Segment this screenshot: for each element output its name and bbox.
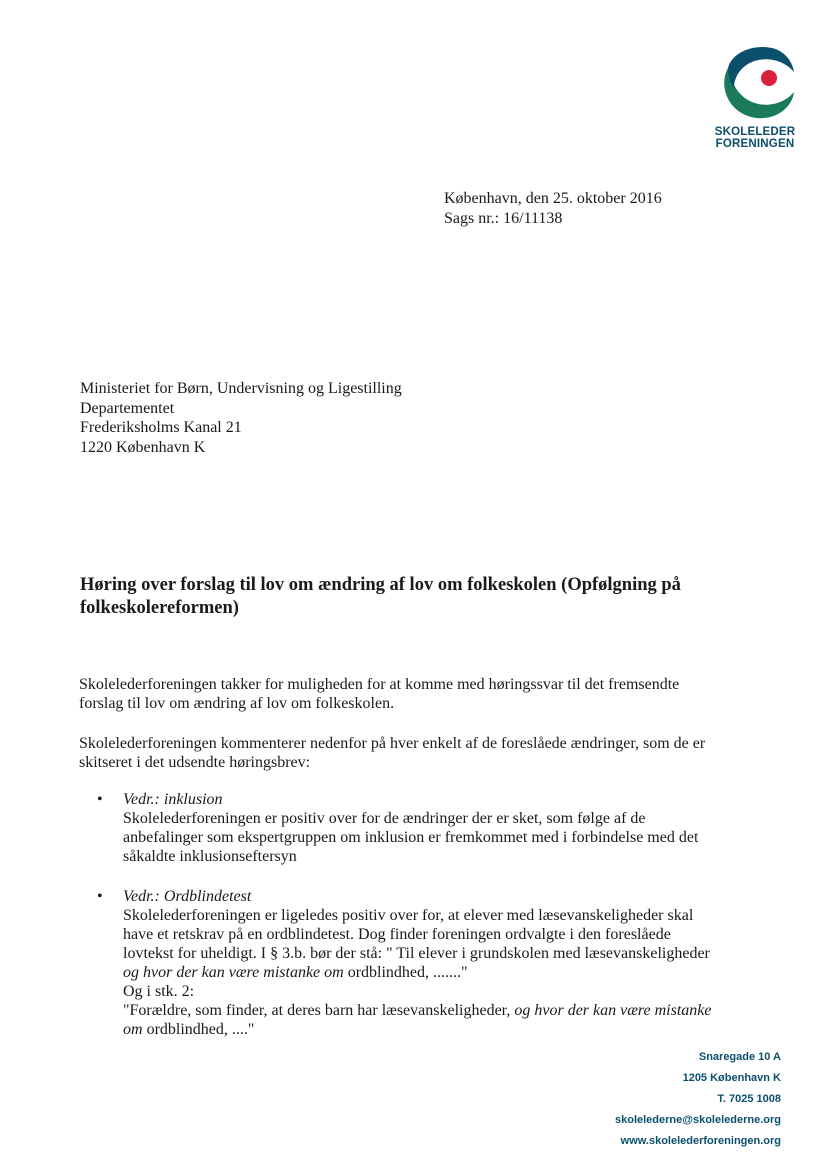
date-block	[444, 189, 662, 229]
plain-text: "Forældre, som finder, at deres barn har læsevanskeligheder,	[123, 1002, 515, 1019]
bullet-line	[123, 1001, 757, 1020]
bullet-heading: Vedr.: Ordblindetest	[123, 888, 252, 905]
footer-phone: T. 7025 1008	[717, 1093, 781, 1105]
bullet-marker: •	[97, 791, 103, 808]
paragraph-intro	[79, 676, 739, 713]
bullet-item-dyslexia-test	[97, 887, 757, 1039]
case-number: Sags nr.: 16/11138	[444, 210, 563, 227]
plain-text: ordblindhed, ......."	[343, 964, 468, 981]
italic-text: og hvor der kan være mistanke	[514, 1002, 712, 1019]
logo-text-line1: SKOLELEDER	[714, 126, 796, 138]
letter-title	[80, 574, 730, 620]
letter-date: København, den 25. oktober 2016	[444, 190, 662, 207]
bullet-line: såkaldte inklusionseftersyn	[123, 848, 297, 865]
recipient-line: Ministeriet for Børn, Undervisning og Ligestilling	[80, 380, 402, 397]
organization-logo	[706, 42, 804, 150]
italic-text: om	[123, 1021, 143, 1038]
paragraph-line: Skolelederforeningen takker for muligheden for at komme med høringssvar til det fremsendte	[79, 676, 680, 693]
bullet-line	[123, 1020, 757, 1039]
logo-mark-icon	[714, 42, 796, 122]
paragraph-line: skitseret i det udsendte høringsbrev:	[79, 753, 311, 771]
bullet-line: anbefalinger som ekspertgruppen om inklusion er fremkommet med i forbindelse med det	[123, 829, 699, 846]
bullet-item-inclusion	[97, 790, 757, 866]
paragraph-comments	[79, 735, 739, 772]
bullet-line: Skolelederforeningen er ligeledes positiv over for, at elever med læsevanskeligheder skal	[123, 907, 694, 924]
title-line: Høring over forslag til lov om ændring af lov om folkeskolen (Opfølgning på	[80, 575, 681, 595]
bullet-heading: Vedr.: inklusion	[123, 791, 223, 808]
footer-address-street: Snaregade 10 A	[698, 1051, 781, 1063]
paragraph-line: forslag til lov om ændring af lov om folkeskolen.	[79, 694, 395, 712]
recipient-line: Departementet	[80, 399, 175, 417]
logo-text-line2: FORENINGEN	[715, 138, 795, 150]
title-line: folkeskolereformen)	[80, 598, 239, 618]
contact-footer	[615, 1047, 781, 1152]
italic-text: og hvor der kan være mistanke om	[123, 964, 344, 981]
bullet-line	[123, 963, 757, 982]
bullet-line: lovtekst for uheldigt. I § 3.b. bør der stå: " Til elever i grundskolen med læsevanskeligheder	[123, 945, 710, 962]
footer-website-link[interactable]: www.skolelederforeningen.org	[620, 1135, 781, 1147]
recipient-address	[80, 379, 402, 457]
bullet-marker: •	[97, 888, 103, 905]
footer-address-city: 1205 København K	[682, 1072, 781, 1084]
recipient-line: 1220 København K	[80, 438, 206, 456]
bullet-line: Og i stk. 2:	[123, 983, 195, 1000]
bullet-line: have et retskrav på en ordblindetest. Dog finder foreningen ordvalgte i den foreslåede	[123, 926, 671, 943]
footer-email-link[interactable]: skolelederne@skolelederne.org	[614, 1114, 781, 1126]
recipient-line: Frederiksholms Kanal 21	[80, 419, 242, 436]
paragraph-line: Skolelederforeningen kommenterer nedenfor på hver enkelt af de foreslåede ændringer, som de er	[79, 735, 706, 752]
plain-text: ordblindhed, ...."	[142, 1021, 255, 1038]
bullet-line: Skolelederforeningen er positiv over for de ændringer der er sket, som følge af de	[123, 810, 646, 827]
